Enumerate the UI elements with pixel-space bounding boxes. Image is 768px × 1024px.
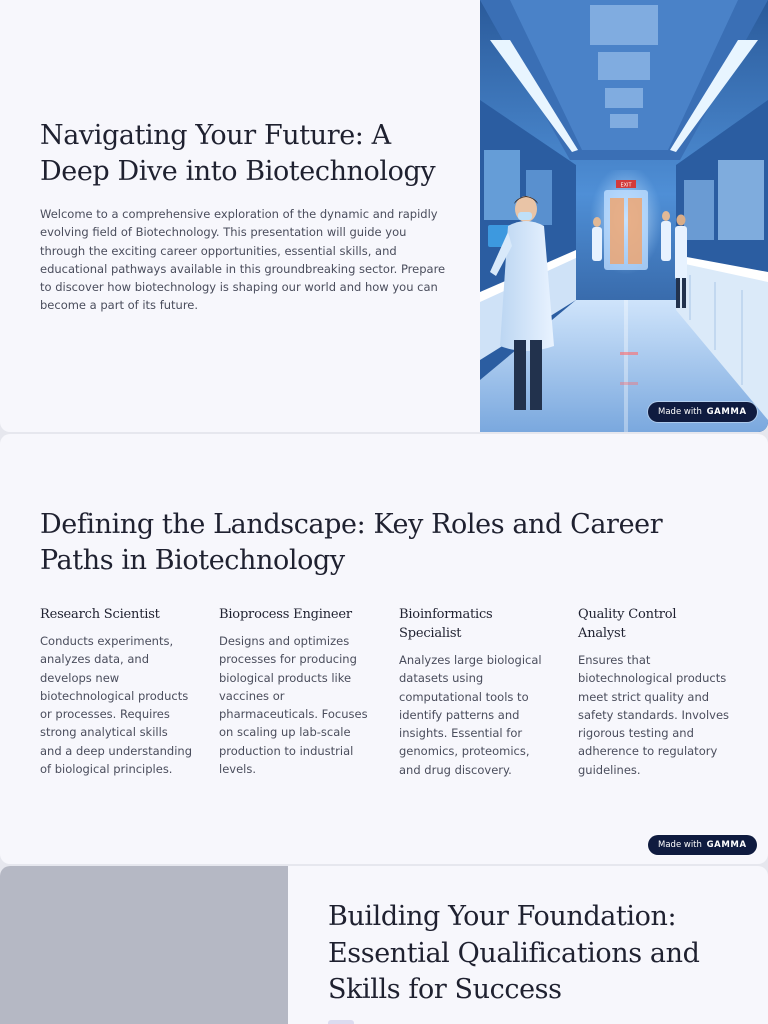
badge-prefix: Made with [658, 407, 702, 417]
lab-image [480, 0, 768, 432]
badge-brand: GAMMA [706, 840, 747, 850]
foundation-slide [0, 866, 768, 1024]
made-with-gamma-badge[interactable] [648, 835, 757, 855]
roles-slide [0, 434, 768, 864]
slide-title: Navigating Your Future: A Deep Dive into Biotechnology [40, 120, 436, 187]
badge-brand: GAMMA [706, 407, 747, 417]
role-card-bioinformatics-specialist [399, 605, 551, 779]
slide-title: Defining the Landscape: Key Roles and Career Paths in Biotechnology [40, 509, 663, 576]
image-panel [0, 866, 288, 1024]
role-description: Ensures that biotechnological products meet strict quality and safety standards. Involves rigorous testing and adherence to regulatory guidelines. [578, 653, 730, 777]
role-title: Bioinformatics Specialist [399, 607, 493, 641]
role-description: Designs and optimizes processes for producing biological products like vaccines or pharmaceuticals. Focuses on scaling up lab-scale production to industrial levels. [219, 634, 368, 777]
exit-sign-text: EXIT [620, 182, 632, 189]
role-card-research-scientist [40, 605, 192, 778]
role-description: Conducts experiments, analyzes data, and develops new biotechnological products or processes. Requires strong analytical skills and a deep understanding of biological principles. [40, 634, 192, 777]
slide-title: Building Your Foundation: Essential Qualifications and Skills for Success [328, 901, 700, 1005]
title-slide [0, 0, 768, 432]
role-title: Quality Control Analyst [578, 607, 677, 641]
slide-intro-text: Welcome to a comprehensive exploration of the dynamic and rapidly evolving field of Biotechnology. This presentation will guide you through the exciting career opportunities, essential skills, and educational pathways available in this groundbreaking sector. Prepare to discover how biotechnology is shaping our world and how you can become a part of its future. [40, 207, 446, 313]
role-title: Research Scientist [40, 607, 160, 622]
list-marker [328, 1020, 354, 1024]
role-description: Analyzes large biological datasets using computational tools to identify patterns and insights. Essential for genomics, proteomics, and drug discovery. [399, 653, 542, 777]
badge-prefix: Made with [658, 840, 702, 850]
role-card-quality-control-analyst [578, 605, 730, 779]
role-title: Bioprocess Engineer [219, 607, 352, 622]
role-card-bioprocess-engineer [219, 605, 371, 778]
made-with-gamma-badge[interactable] [648, 402, 757, 422]
